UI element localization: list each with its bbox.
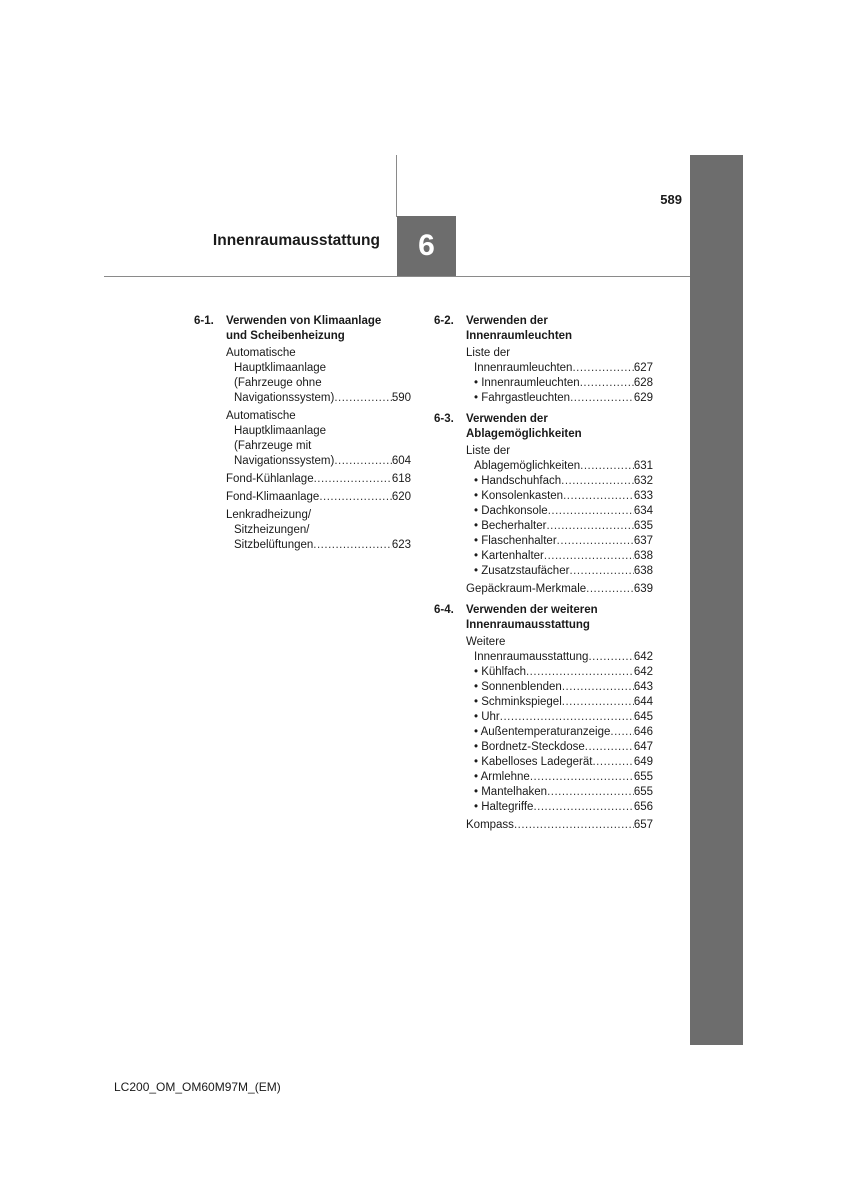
dot-leader xyxy=(580,376,634,391)
dot-leader xyxy=(334,454,391,469)
entry-line: (Fahrzeuge mit xyxy=(234,440,312,452)
dot-leader xyxy=(334,391,391,406)
toc-entry-text: • Kabelloses Ladegerät xyxy=(474,756,593,768)
dot-leader xyxy=(563,489,634,504)
toc-entry-text: • Uhr xyxy=(474,711,500,723)
toc-entry-link[interactable] xyxy=(466,549,653,564)
entry-line: Hauptklimaanlage xyxy=(234,362,327,374)
toc-entry-text: • Armlehne xyxy=(474,771,530,783)
section-number: 6-1. xyxy=(194,315,214,327)
toc-page-number: 649 xyxy=(633,756,653,768)
entry-line: (Fahrzeuge ohne xyxy=(234,377,322,389)
toc-entry-group xyxy=(466,635,653,833)
toc-entry-link[interactable] xyxy=(466,800,653,815)
toc-page-number: 632 xyxy=(633,475,653,487)
toc-entry-text: • Schminkspiegel xyxy=(474,696,562,708)
toc-entry-text: Fond-Kühlanlage xyxy=(226,473,314,485)
toc-entry-text: Fond-Klimaanlage xyxy=(226,491,320,503)
dot-leader xyxy=(530,770,634,785)
chapter-number-box xyxy=(397,216,456,276)
header-horizontal-rule xyxy=(104,276,690,277)
chapter-number: 6 xyxy=(418,229,435,262)
toc-entry-text: Innenraumleuchten xyxy=(474,362,573,374)
dot-leader xyxy=(533,800,633,815)
toc-page-number: 628 xyxy=(633,377,653,389)
entry-line: Sitzheizungen/ xyxy=(234,524,310,536)
dot-leader xyxy=(562,695,634,710)
toc-page-number: 657 xyxy=(633,819,653,831)
toc-entry-link[interactable] xyxy=(466,489,653,504)
toc-entry-text: Ablagemöglichkeiten xyxy=(474,460,581,472)
dot-leader xyxy=(572,361,633,376)
dot-leader xyxy=(544,549,634,564)
toc-entry-link[interactable] xyxy=(466,695,653,710)
toc-entry xyxy=(226,490,411,505)
toc-entry-text: • Fahrgastleuchten xyxy=(474,392,571,404)
toc-page-number: 631 xyxy=(633,460,653,472)
toc-section-heading[interactable] xyxy=(434,412,653,442)
section-title: Verwenden der Innenraumleuchten xyxy=(466,315,573,342)
toc-entry-link[interactable] xyxy=(466,785,653,800)
toc-page-number: 638 xyxy=(633,565,653,577)
dot-leader xyxy=(514,818,634,833)
toc-entry-text: • Flaschenhalter xyxy=(474,535,557,547)
toc-entry-group xyxy=(466,346,653,406)
toc-entry-link[interactable] xyxy=(466,650,653,665)
toc-entry-text: Innenraumausstattung xyxy=(474,651,589,663)
section-number: 6-4. xyxy=(434,604,454,616)
entry-line: Liste der xyxy=(466,347,511,359)
toc-page-number: 644 xyxy=(633,696,653,708)
toc-entry-text: • Handschuhfach xyxy=(474,475,562,487)
toc-entry-link[interactable] xyxy=(466,459,653,474)
toc-entry-link[interactable] xyxy=(466,818,653,833)
toc-entry-link[interactable] xyxy=(226,472,411,487)
toc-entry-text: Sitzbelüftungen xyxy=(234,539,314,551)
toc-entry-text: • Haltegriffe xyxy=(474,801,534,813)
toc-page-number: 645 xyxy=(633,711,653,723)
toc-entry-link[interactable] xyxy=(466,391,653,406)
entry-line: Automatische xyxy=(226,410,296,422)
toc-page-number: 620 xyxy=(391,491,411,503)
section-title: Verwenden der weiteren Innenraumausstattung xyxy=(466,604,598,631)
header-vertical-rule xyxy=(396,155,397,217)
dot-leader xyxy=(569,564,633,579)
dot-leader xyxy=(547,785,634,800)
toc-entry-link[interactable] xyxy=(466,725,653,740)
toc-entry-link[interactable] xyxy=(226,490,411,505)
dot-leader xyxy=(557,534,634,549)
toc-page-number: 635 xyxy=(633,520,653,532)
toc-entry-text: Navigationssystem) xyxy=(234,392,335,404)
toc-entry-link[interactable] xyxy=(466,740,653,755)
toc-page-number: 642 xyxy=(633,651,653,663)
dot-leader xyxy=(562,680,634,695)
toc-page-number: 638 xyxy=(633,550,653,562)
toc-entry-link[interactable] xyxy=(466,710,653,725)
toc-section-heading[interactable] xyxy=(434,603,653,633)
entry-line: Liste der xyxy=(466,445,511,457)
entry-line: Automatische xyxy=(226,347,296,359)
toc-entry-text: Kompass xyxy=(466,819,514,831)
toc-entry xyxy=(226,409,411,469)
dot-leader xyxy=(610,725,633,740)
toc-page-number: 655 xyxy=(633,786,653,798)
dot-leader xyxy=(585,740,634,755)
entry-line: Weitere xyxy=(466,636,506,648)
toc-page-number: 634 xyxy=(633,505,653,517)
toc-entry-link[interactable] xyxy=(466,582,653,597)
toc-page-number: 646 xyxy=(633,726,653,738)
toc-entry-text: • Innenraumleuchten xyxy=(474,377,580,389)
toc-entry-text: • Becherhalter xyxy=(474,520,547,532)
dot-leader xyxy=(546,519,633,534)
toc-page-number: 604 xyxy=(391,455,411,467)
toc-entry-link[interactable] xyxy=(466,361,653,376)
dot-leader xyxy=(588,650,633,665)
toc-entry xyxy=(226,508,411,553)
toc-entry-text: • Dachkonsole xyxy=(474,505,548,517)
toc-entry-link[interactable] xyxy=(466,564,653,579)
section-title: Verwenden von Klimaanlage und Scheibenheizung xyxy=(226,315,382,342)
toc-entry-link[interactable] xyxy=(466,665,653,680)
toc-entry-text: Gepäckraum-Merkmale xyxy=(466,583,587,595)
toc-entry-text: • Kartenhalter xyxy=(474,550,544,562)
toc-page-number: 627 xyxy=(633,362,653,374)
entry-line: Hauptklimaanlage xyxy=(234,425,327,437)
dot-leader xyxy=(526,665,634,680)
toc-entry-text: Navigationssystem) xyxy=(234,455,335,467)
section-title: Verwenden der Ablagemöglichkeiten xyxy=(466,413,582,440)
page-number: 589 xyxy=(660,192,682,207)
toc-entry xyxy=(226,346,411,406)
toc-page-number: 642 xyxy=(633,666,653,678)
toc-entry xyxy=(226,472,411,487)
toc-entry-text: • Bordnetz-Steckdose xyxy=(474,741,585,753)
dot-leader xyxy=(313,538,392,553)
toc-entry-text: • Sonnenblenden xyxy=(474,681,562,693)
document-footer: LC200_OM_OM60M97M_(EM) xyxy=(114,1080,281,1094)
dot-leader xyxy=(314,472,392,487)
toc-entry-link[interactable] xyxy=(466,755,653,770)
chapter-title: Innenraumausstattung xyxy=(212,232,380,249)
toc-entry-link[interactable] xyxy=(466,770,653,785)
toc-page-number: 656 xyxy=(633,801,653,813)
toc-page-number: 639 xyxy=(633,583,653,595)
toc-page-number: 590 xyxy=(391,392,411,404)
section-number: 6-2. xyxy=(434,315,454,327)
toc-page-number: 655 xyxy=(633,771,653,783)
toc-entry-link[interactable] xyxy=(466,474,653,489)
toc-entry-text: • Zusatzstaufächer xyxy=(474,565,570,577)
toc-entry-link[interactable] xyxy=(466,504,653,519)
dot-leader xyxy=(570,391,634,406)
toc-entry-text: • Kühlfach xyxy=(474,666,526,678)
dot-leader xyxy=(548,504,634,519)
toc-entry-link[interactable] xyxy=(466,519,653,534)
toc-right-column xyxy=(434,313,653,833)
toc-page-number: 618 xyxy=(391,473,411,485)
toc-entry-link[interactable] xyxy=(466,680,653,695)
toc-page-number: 629 xyxy=(633,392,653,404)
dot-leader xyxy=(500,710,634,725)
dot-leader xyxy=(586,582,634,597)
toc-entry-link[interactable] xyxy=(466,534,653,549)
toc-entry-link[interactable] xyxy=(466,376,653,391)
toc-page-number: 637 xyxy=(633,535,653,547)
toc-page-number: 633 xyxy=(633,490,653,502)
toc-entry-text: • Konsolenkasten xyxy=(474,490,564,502)
toc-left-column xyxy=(194,313,411,553)
section-number: 6-3. xyxy=(434,413,454,425)
toc-page-number: 643 xyxy=(633,681,653,693)
chapter-side-tab xyxy=(690,155,743,1045)
toc-entry-link[interactable] xyxy=(226,454,411,469)
toc-entry-link[interactable] xyxy=(226,391,411,406)
dot-leader xyxy=(592,755,633,770)
dot-leader xyxy=(319,490,391,505)
dot-leader xyxy=(561,474,634,489)
toc-section-heading[interactable] xyxy=(194,314,411,344)
toc-entry-text: • Außentemperaturanzeige xyxy=(474,726,611,738)
toc-entry-text: • Mantelhaken xyxy=(474,786,548,798)
toc-entry-group xyxy=(466,444,653,597)
toc-page-number: 647 xyxy=(633,741,653,753)
toc-entry-link[interactable] xyxy=(226,538,411,553)
toc-page-number: 623 xyxy=(391,539,411,551)
entry-line: Lenkradheizung/ xyxy=(226,509,312,521)
dot-leader xyxy=(580,459,634,474)
toc-section-heading[interactable] xyxy=(434,314,653,344)
